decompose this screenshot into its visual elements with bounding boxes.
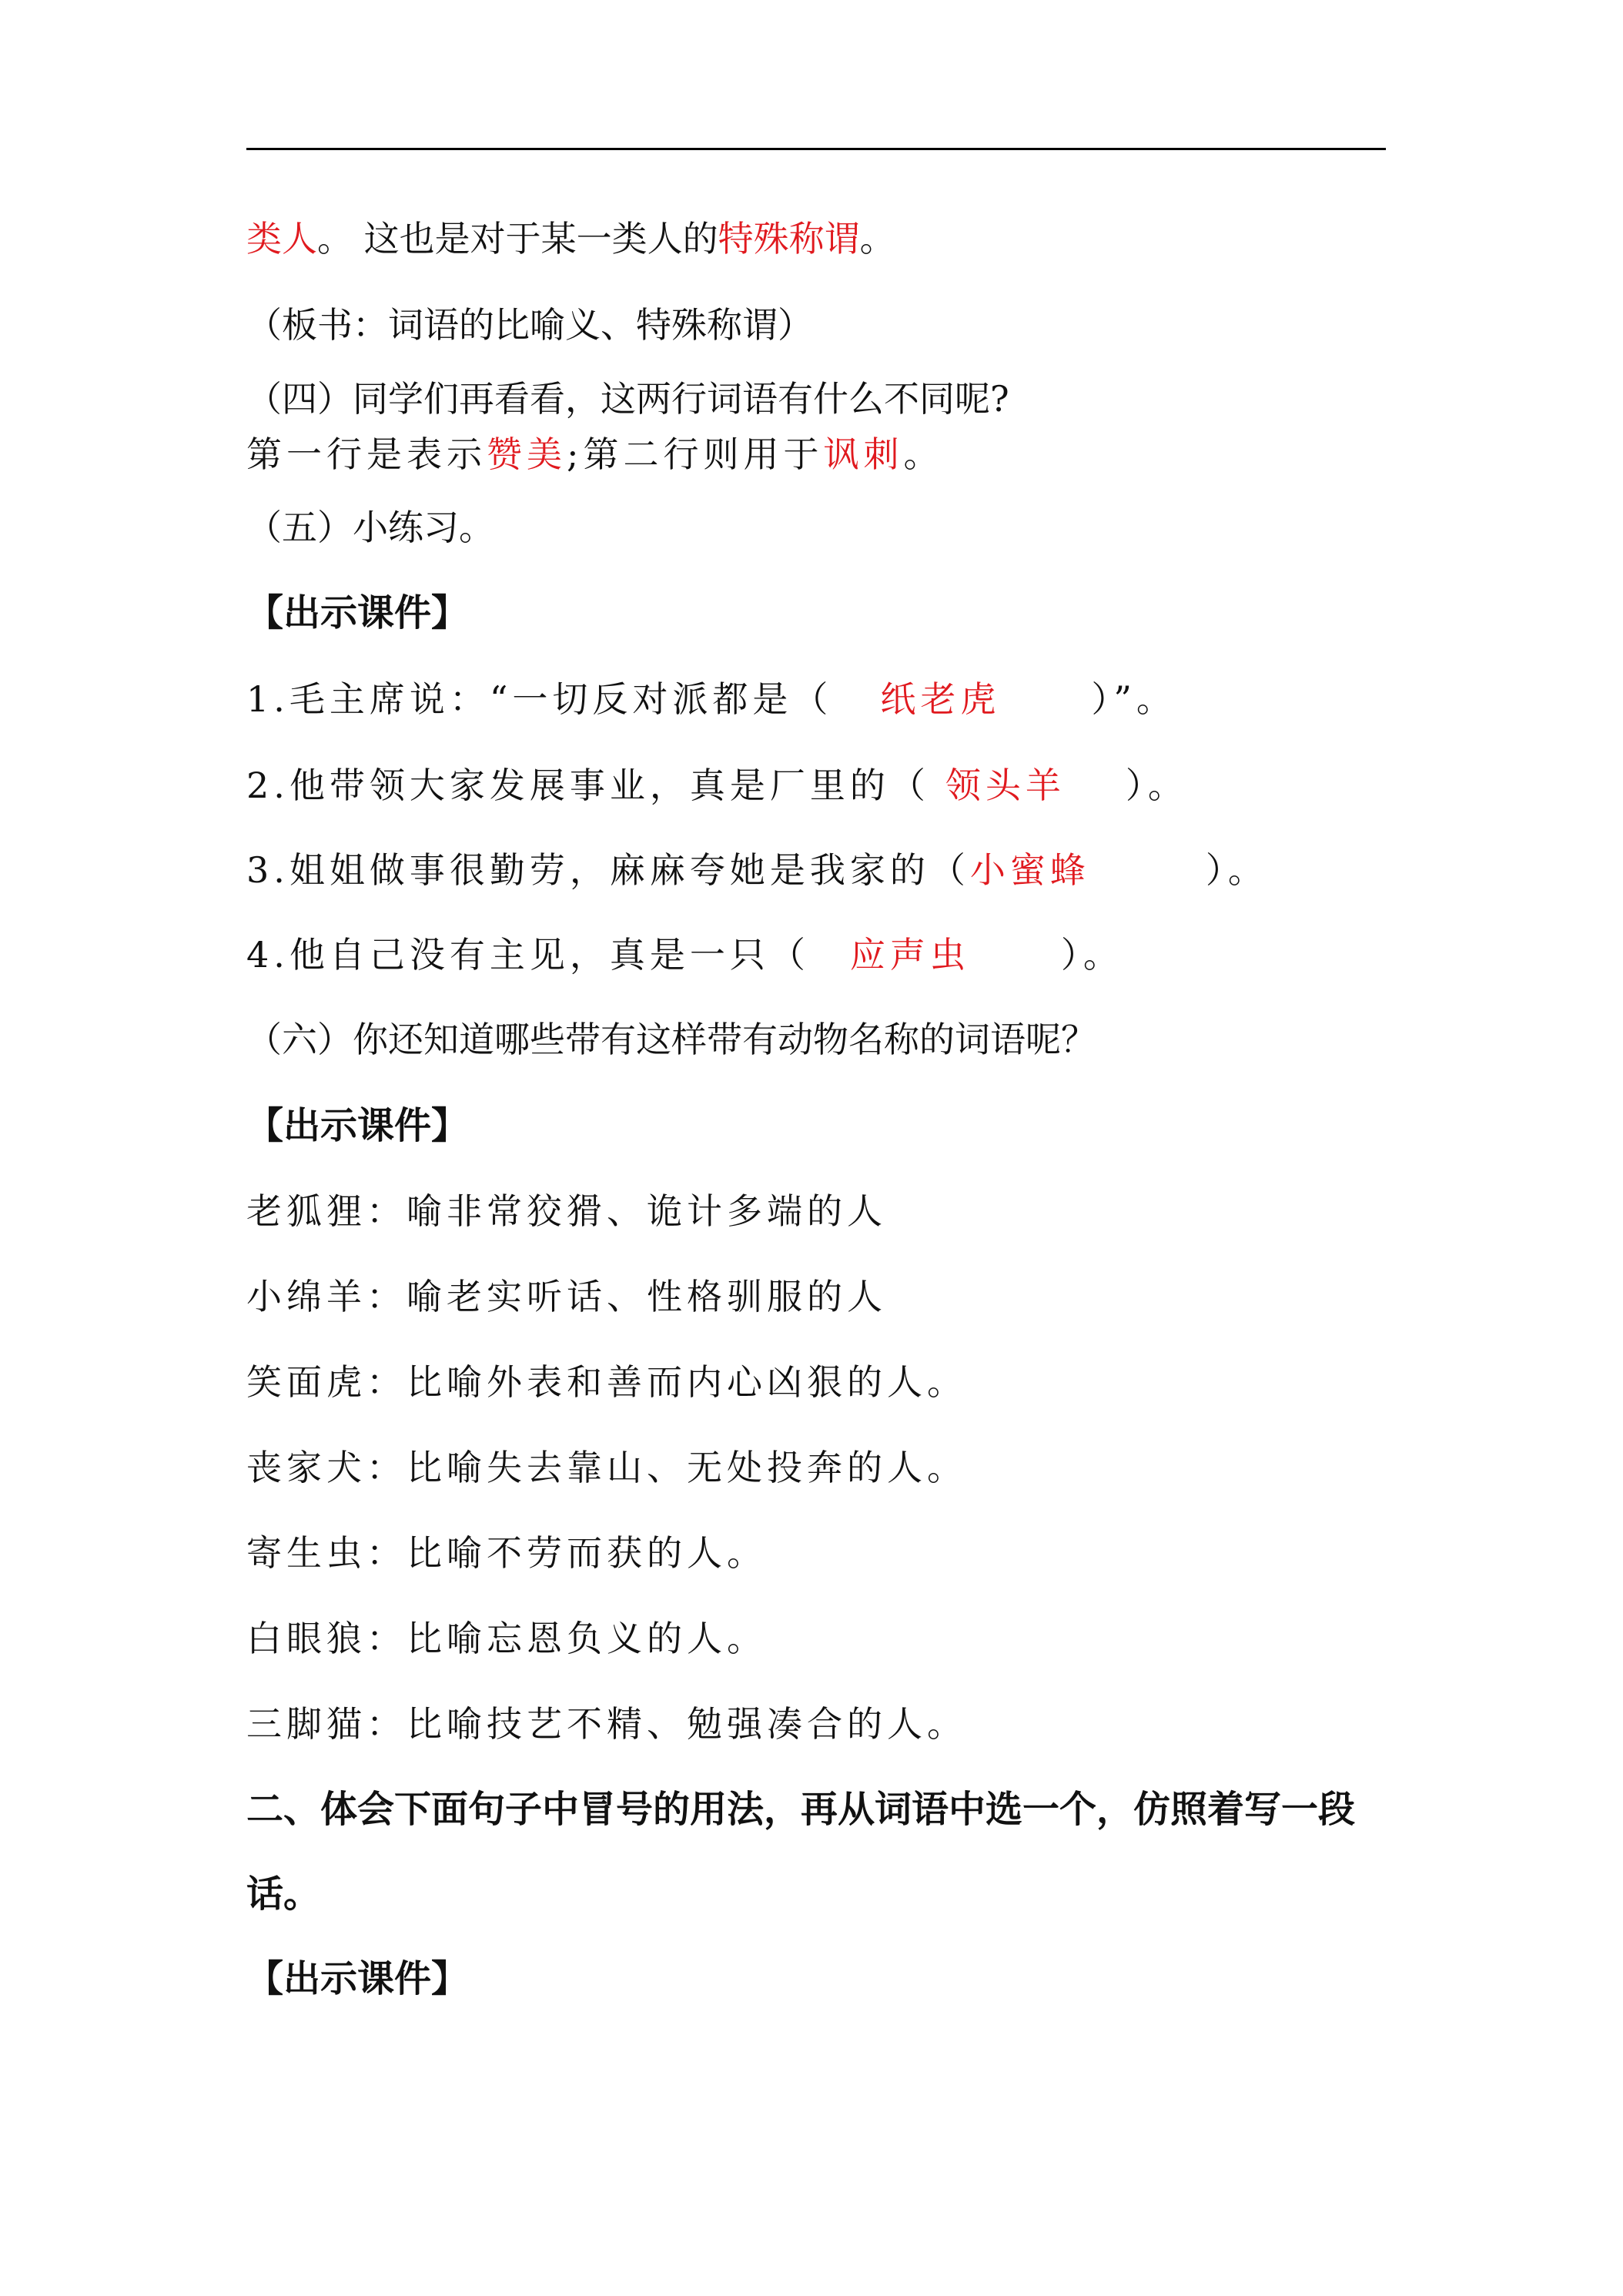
exercise-text: ）。 xyxy=(1125,765,1188,806)
exercise-text: ）”。 xyxy=(1091,678,1176,720)
highlight-text: 赞美 xyxy=(487,433,567,475)
exercise-text: ）。 xyxy=(1060,934,1123,976)
paragraph-special-title xyxy=(246,216,895,262)
body-text: ;第二行则用于 xyxy=(567,433,824,475)
body-text: 。 xyxy=(859,218,895,259)
header-rule xyxy=(246,148,1386,150)
body-text: 第一行是表示 xyxy=(246,433,487,475)
animal-word-item: 白眼狼：比喻忘恩负义的人。 xyxy=(246,1618,767,1659)
highlight-text: 讽刺 xyxy=(823,433,904,475)
exercise-line xyxy=(246,932,1123,978)
section-four-question: （四）同学们再看看，这两行词语有什么不同呢? xyxy=(246,378,1009,420)
exercise-answer: 小蜜蜂 xyxy=(969,849,1090,891)
section-two-heading-cont: 话。 xyxy=(246,1873,321,1916)
highlight-text: 类人 xyxy=(246,218,317,259)
section-five-title: （五）小练习。 xyxy=(246,507,494,548)
animal-word-item: 寄生虫：比喻不劳而获的人。 xyxy=(246,1532,767,1574)
body-text: 。 xyxy=(903,433,944,475)
exercise-answer: 纸老虎 xyxy=(880,678,1001,720)
exercise-text: 1.毛主席说：“一切反对派都是（ xyxy=(246,678,833,720)
courseware-heading: 【出示课件】 xyxy=(246,1104,469,1147)
section-six-question: （六）你还知道哪些带有这样带有动物名称的词语呢？ xyxy=(246,1019,1096,1060)
section-two-heading: 二、体会下面句子中冒号的用法，再从词语中选一个，仿照着写一段 xyxy=(246,1788,1356,1831)
animal-word-item: 丧家犬：比喻失去靠山、无处投奔的人。 xyxy=(246,1447,967,1488)
exercise-text: 3.姐姐做事很勤劳，麻麻夸她是我家的（ xyxy=(246,849,970,891)
exercise-text: ）。 xyxy=(1205,849,1268,891)
exercise-answer: 领头羊 xyxy=(945,765,1066,806)
courseware-heading: 【出示课件】 xyxy=(246,1957,469,2000)
animal-word-item: 小绵羊：喻老实听话、性格驯服的人 xyxy=(246,1276,887,1317)
courseware-heading: 【出示课件】 xyxy=(246,591,469,634)
section-four-answer xyxy=(246,431,944,477)
exercise-line xyxy=(246,762,1188,808)
animal-word-item: 笑面虎：比喻外表和善而内心凶狠的人。 xyxy=(246,1361,967,1403)
exercise-line xyxy=(246,847,1268,893)
highlight-text: 特殊称谓 xyxy=(718,218,860,259)
board-note: （板书：词语的比喻义、特殊称谓） xyxy=(246,304,813,346)
exercise-text: 2.他带领大家发展事业，真是厂里的（ xyxy=(246,765,930,806)
exercise-text: 4.他自己没有主见，真是一只（ xyxy=(246,934,810,976)
body-text: 。 这也是对于某一类人的 xyxy=(317,218,718,259)
exercise-answer: 应声虫 xyxy=(849,934,970,976)
exercise-line xyxy=(246,676,1176,722)
animal-word-item: 三脚猫：比喻技艺不精、勉强凑合的人。 xyxy=(246,1703,967,1745)
animal-word-item: 老狐狸：喻非常狡猾、诡计多端的人 xyxy=(246,1190,887,1232)
